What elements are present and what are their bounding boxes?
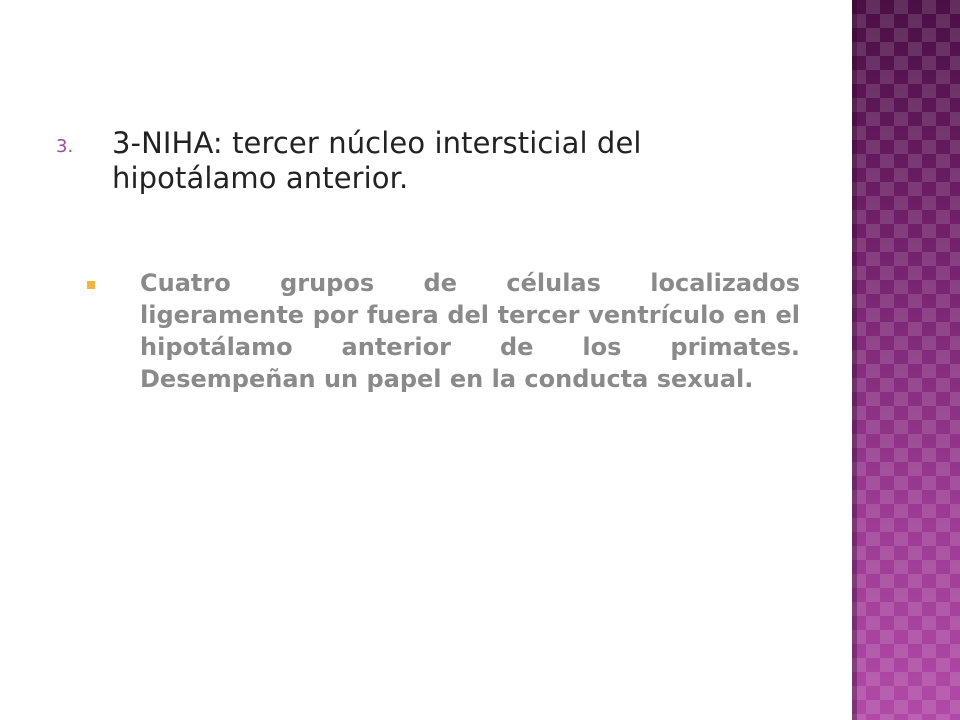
decorative-side-panel (852, 0, 960, 720)
item-heading-text: 3-NIHA: tercer núcleo intersticial del hipotálamo anterior. (112, 126, 642, 195)
square-bullet-icon (84, 267, 140, 299)
bullet-list-item (84, 267, 800, 395)
numbered-list-item (56, 126, 796, 196)
list-number: 3. (56, 136, 74, 157)
bullet-body-text: Cuatro grupos de células localizados ligeramente por fuera del tercer ventrículo en el hipotálamo anterior de los primates. Desempeñan un papel en la conducta sexual. (140, 269, 800, 393)
